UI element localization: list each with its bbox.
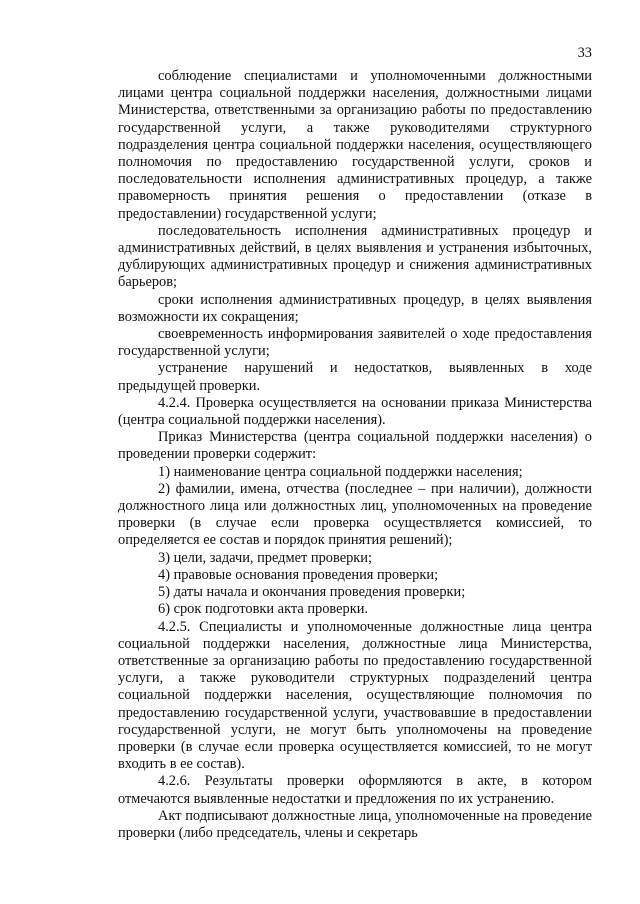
paragraph-procedure-deadlines: сроки исполнения административных процедур, в целях выявления возможности их сокращения;	[118, 291, 592, 325]
paragraph-order-contents: Приказ Министерства (центра социальной поддержки населения) о проведении проверки содержит:	[118, 429, 592, 463]
paragraph-procedure-sequence: последовательность исполнения административных процедур и административных действий, в целях выявления и устранения избыточных, дублирующих административных процедур и снижения административных барьеров;	[118, 222, 592, 291]
page-number: 33	[577, 45, 592, 61]
list-item-1: 1) наименование центра социальной поддержки населения;	[158, 463, 523, 480]
paragraph-timely-informing: своевременность информирования заявителей о ходе предоставления государственной услуги;	[118, 326, 592, 360]
paragraph-4-2-6: 4.2.6. Результаты проверки оформляются в акте, в котором отмечаются выявленные недостатки и предложения по их устранению.	[118, 773, 592, 807]
paragraph-control-compliance: соблюдение специалистами и уполномоченными должностными лицами центра социальной поддержки населения, должностными лицами Министерства, ответственными за организацию работы по предоставлению государственной услуги, а также руководителями структурного подразделения центра социальной поддержки населения, осуществляющего полномочия по предоставлению государственной услуги, сроков и последовательности исполнения административных процедур, а также правомерность принятия решения о предоставлении (отказе в предоставлении) государственной услуги;	[118, 68, 592, 222]
paragraph-eliminating-violations: устранение нарушений и недостатков, выявленных в ходе предыдущей проверки.	[118, 360, 592, 394]
paragraph-4-2-5: 4.2.5. Специалисты и уполномоченные должностные лица центра социальной поддержки населения, должностные лица Министерства, ответственные за организацию работы по предоставлению государственной услуги, а также руководители структурных подразделений центра социальной поддержки населения, осуществляющие полномочия по предоставлению государственной услуги, участвовавшие в предоставлении государственной услуги, не могут быть уполномочены на проведение проверки (в случае если проверка осуществляется комиссией, то не могут входить в ее состав).	[118, 618, 592, 773]
list-item-6: 6) срок подготовки акта проверки.	[158, 601, 368, 618]
list-item-5: 5) даты начала и окончания проведения проверки;	[158, 584, 466, 601]
paragraph-4-2-4: 4.2.4. Проверка осуществляется на основании приказа Министерства (центра социальной поддержки населения).	[118, 394, 592, 429]
list-item-4: 4) правовые основания проведения проверки;	[158, 566, 439, 583]
paragraph-act-signing: Акт подписывают должностные лица, уполномоченные на проведение проверки (либо председатель, члены и секретарь	[118, 807, 592, 841]
list-item-2: 2) фамилии, имена, отчества (последнее – при наличии), должности должностного лица или должностных лиц, уполномоченных на проведение проверки (в случае если проверка осуществляется комиссией, то определяется ее состав и порядок принятия решений);	[118, 480, 592, 549]
document-body	[118, 68, 592, 842]
list-item-3: 3) цели, задачи, предмет проверки;	[158, 549, 372, 566]
